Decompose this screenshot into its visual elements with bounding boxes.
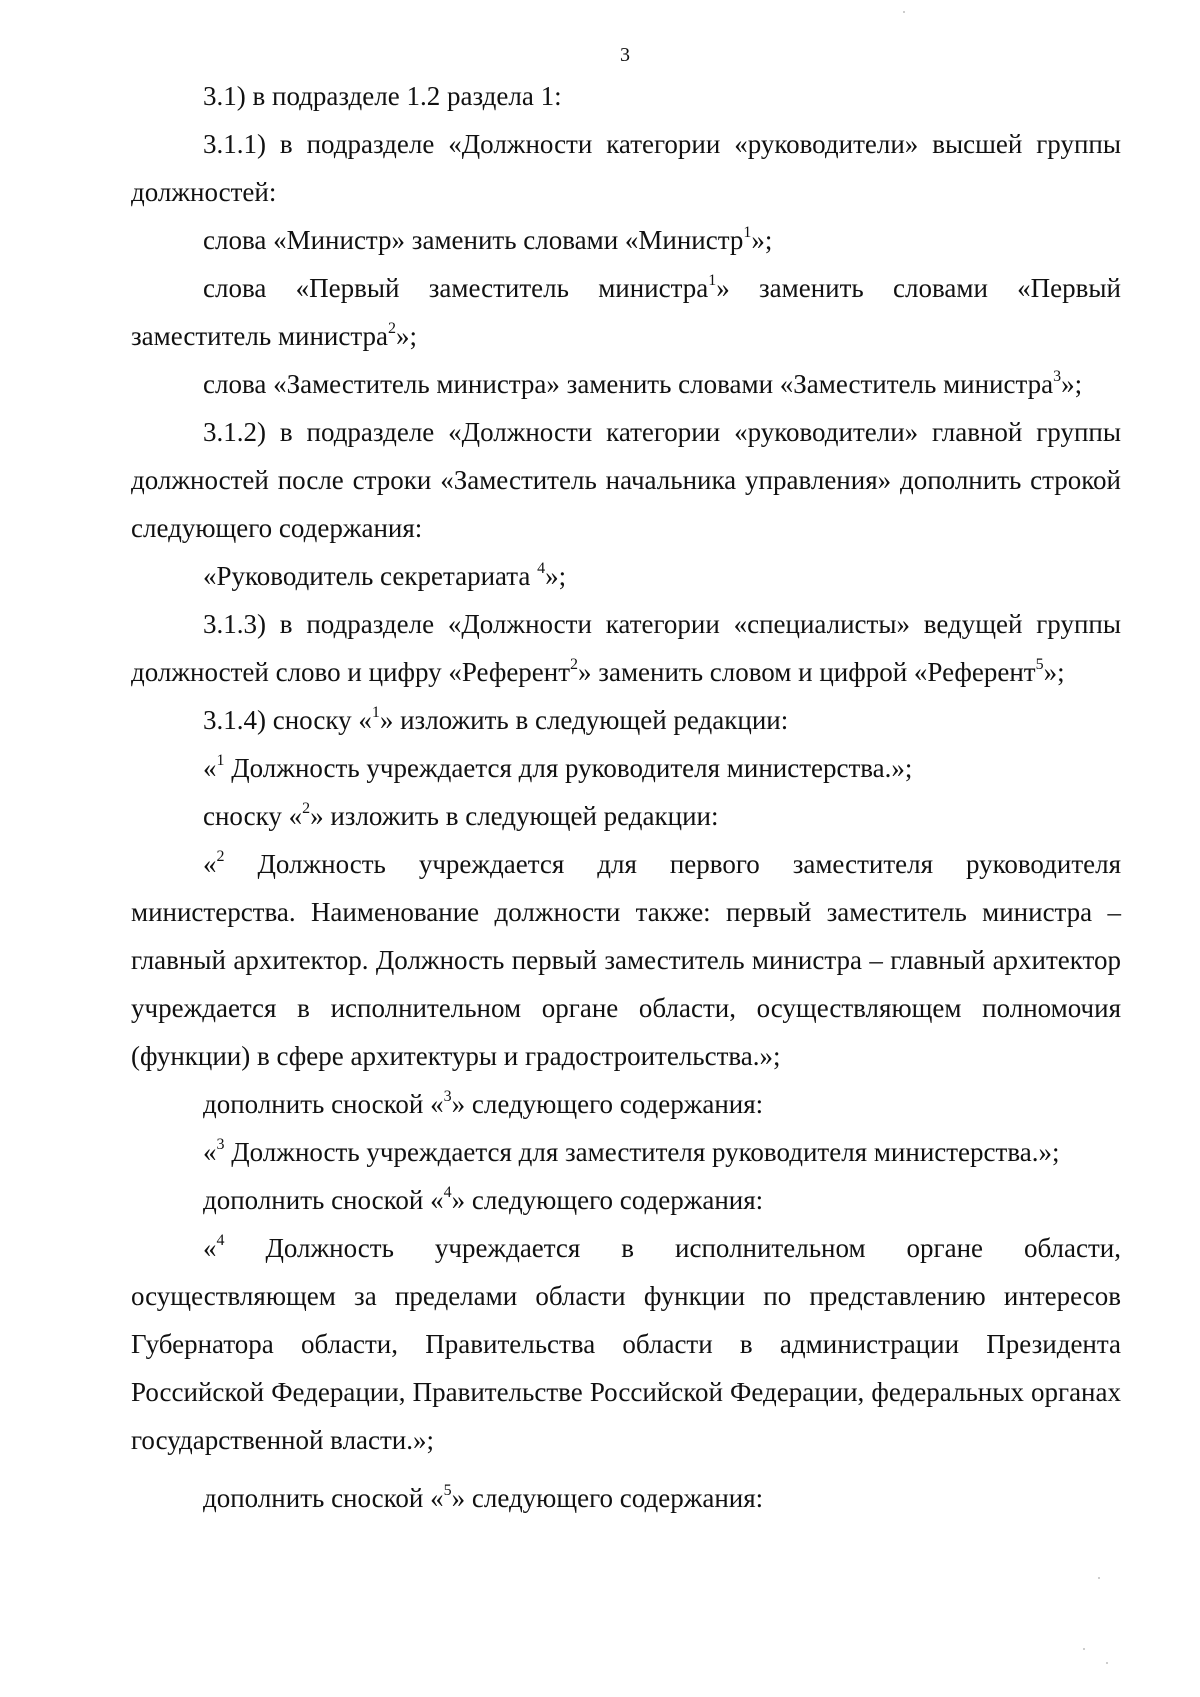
paragraph-text: Должность учреждается в исполнительном органе области, осуществляющем за пределами области функции по представлению интересов Губернатора области, Правительства области в администрации Президента Российской Федерации, Правительстве Российской Федерации, федеральных органах государственной власти.»;: [131, 1233, 1121, 1455]
paragraph: [131, 840, 1121, 1080]
scan-speck: [1083, 1648, 1085, 1650]
footnote-mark: 1: [216, 752, 225, 769]
footnote-mark: 4: [537, 560, 546, 577]
footnote-mark: 2: [570, 656, 579, 673]
paragraph-text: 3.1.2) в подразделе «Должности категории «руководители» главной группы должностей после строки «Заместитель начальника управления» дополнить строкой следующего содержания:: [131, 417, 1121, 543]
footnote-mark: 2: [216, 848, 225, 865]
footnote-mark: 4: [443, 1184, 452, 1201]
paragraph-text: » заменить словом и цифрой «Референт: [578, 657, 1036, 687]
paragraph: [131, 216, 1121, 264]
paragraph: [131, 408, 1121, 552]
paragraph-text: сноску «: [203, 801, 303, 831]
paragraph-text: «: [203, 753, 217, 783]
paragraph-text: 3.1.1) в подразделе «Должности категории «руководители» высшей группы должностей:: [131, 129, 1121, 207]
paragraph-text: » следующего содержания:: [451, 1185, 764, 1215]
paragraph: [131, 744, 1121, 792]
paragraph: [131, 264, 1121, 360]
paragraph-text: 3.1.4) сноску «: [203, 705, 372, 735]
scan-speck: [1106, 1662, 1108, 1664]
paragraph: [131, 1474, 1121, 1522]
footnote-mark: 1: [708, 272, 717, 289]
paragraph-text: слова «Министр» заменить словами «Министр: [203, 225, 744, 255]
paragraph: [131, 360, 1121, 408]
paragraph-text: »;: [395, 321, 417, 351]
paragraph: [131, 1080, 1121, 1128]
footnote-mark: 2: [387, 320, 396, 337]
paragraph-text: »;: [1043, 657, 1065, 687]
paragraph-text: дополнить сноской «: [203, 1483, 444, 1513]
footnote-mark: 2: [302, 800, 311, 817]
paragraph: [131, 1224, 1121, 1464]
paragraph-text: »;: [1061, 369, 1083, 399]
paragraph-text: Должность учреждается для первого заместителя руководителя министерства. Наименование должности также: первый заместитель министра – главный архитектор. Должность первый заместитель министра – главный архитектор учреждается в исполнительном органе области, осуществляющем полномочия (функции) в сфере архитектуры и градостроительства.»;: [131, 849, 1121, 1071]
paragraph-text: »;: [751, 225, 773, 255]
footnote-mark: 5: [443, 1482, 452, 1499]
paragraph-text: »;: [545, 561, 567, 591]
paragraph: [131, 792, 1121, 840]
paragraph-text: дополнить сноской «: [203, 1089, 444, 1119]
scan-speck: [1098, 1577, 1100, 1579]
footnote-mark: 3: [443, 1088, 452, 1105]
paragraph-text: «: [203, 1233, 217, 1263]
paragraph-text: «: [203, 849, 217, 879]
paragraph-text: слова «Заместитель министра» заменить словами «Заместитель министра: [203, 369, 1054, 399]
paragraph-text: слова «Первый заместитель министра: [203, 273, 709, 303]
paragraph-text: Должность учреждается для руководителя министерства.»;: [224, 753, 913, 783]
paragraph: [131, 696, 1121, 744]
footnote-mark: 3: [216, 1136, 225, 1153]
paragraph-text: Должность учреждается для заместителя руководителя министерства.»;: [224, 1137, 1060, 1167]
paragraph-text: » изложить в следующей редакции:: [379, 705, 789, 735]
paragraph-text: » следующего содержания:: [451, 1483, 764, 1513]
paragraph-text: » изложить в следующей редакции:: [310, 801, 719, 831]
paragraph-text: » заменить словами «Первый заместитель министра: [131, 273, 1121, 351]
paragraph: [131, 1128, 1121, 1176]
footnote-mark: 3: [1053, 368, 1062, 385]
footnote-mark: 4: [216, 1232, 225, 1249]
paragraph: [131, 120, 1121, 216]
paragraph-text: 3.1.3) в подразделе «Должности категории «специалисты» ведущей группы должностей слово и цифру «Референт: [131, 609, 1121, 687]
document-body: [131, 72, 1121, 1522]
paragraph-text: «: [203, 1137, 217, 1167]
page-number: 3: [620, 44, 630, 66]
footnote-mark: 5: [1035, 656, 1044, 673]
paragraph-text: 3.1) в подразделе 1.2 раздела 1:: [203, 81, 562, 111]
paragraph-text: дополнить сноской «: [203, 1185, 444, 1215]
scan-speck: [903, 11, 905, 13]
paragraph-text: «Руководитель секретариата: [203, 561, 538, 591]
paragraph-text: » следующего содержания:: [451, 1089, 764, 1119]
paragraph: [131, 600, 1121, 696]
footnote-mark: 1: [743, 224, 752, 241]
footnote-mark: 1: [371, 704, 380, 721]
paragraph: [131, 552, 1121, 600]
paragraph: [131, 1176, 1121, 1224]
paragraph: [131, 72, 1121, 120]
